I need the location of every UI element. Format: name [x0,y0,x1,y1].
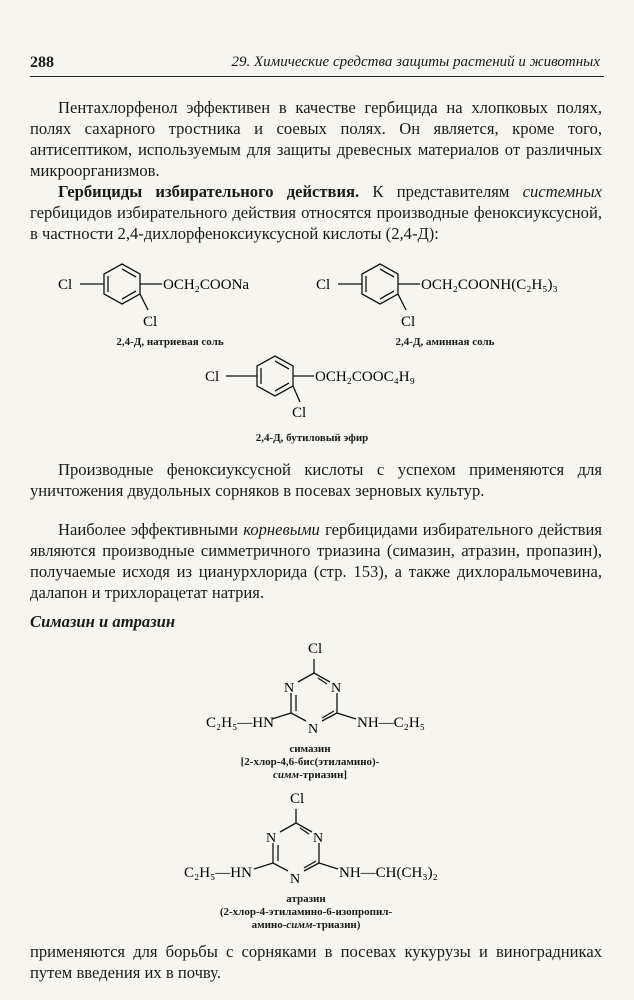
s2-cl-left: Cl [316,277,331,293]
paragraph-phenoxyacetic-derivatives: Производные феноксиуксусной кислоты с успехом применяются для уничтожения двудольных сорняков в посевах зерновых культур. [30,460,602,500]
structures-row-2 [0,352,634,447]
term-systemic: системных [522,182,603,201]
heading-simazine-atrazine: Симазин и атразин [30,612,176,631]
atrazine-n-left: N [266,831,277,846]
term-root: корневыми [243,520,320,539]
structure-simazine [0,633,634,785]
simazine-diagram [0,633,634,743]
s2-cl-bottom: Cl [401,314,416,330]
structure-atrazine [0,785,634,940]
s3-cl-left: Cl [205,369,220,385]
s1-group: OCH₂COONa [163,277,250,293]
atrazine-right-substituent: NH—CH(CH₃)₂ [339,865,438,881]
heading-selective-herbicides: Гербициды избирательного действия. [58,182,360,201]
paragraph-pentachlorophenol: Пентахлорфенол эффективен в качестве гербицида на хлопковых полях, полях сахарного тростника и соевых полях. Он является, кроме того, антисептиком, используемым для защиты древесных материалов от различных микроорганизмов. [30,98,602,180]
caption-amine-salt: 2,4-Д, аминная соль [395,336,495,348]
simazine-right-substituent: NH—C₂H₅ [357,715,425,731]
simazine-n-bottom: N [308,722,319,737]
caption-simazine: симазин [2-хлор-4,6-бис(этиламино)- симм-триазин] [240,743,380,781]
s3-group: OCH₂COOC₄H₉ [315,369,415,385]
atrazine-left-substituent: C₂H₅—HN [184,865,252,881]
atrazine-diagram [0,785,634,893]
s1-cl-bottom: Cl [143,314,158,330]
simazine-n-left: N [284,681,295,696]
benzene-ring-1 [80,264,162,310]
page-header [30,52,604,77]
caption-atrazine: атразин (2-хлор-4-этиламино-6-изопропил- амино-симм-триазин) [219,893,393,931]
simazine-n-right: N [331,681,342,696]
atrazine-n-right: N [313,831,324,846]
simazine-left-substituent: C₂H₅—HN [206,715,274,731]
structure-butyl-ester [0,352,634,432]
paragraph-application: применяются для борьбы с сорняками в посевах кукурузы и виноградниках путем введения их в почву. [30,942,602,982]
caption-butyl-ester: 2,4-Д, бутиловый эфир [255,432,369,444]
page-number: 288 [30,54,54,71]
benzene-ring-3 [226,356,314,402]
running-head: 29. Химические средства защиты растений и животных [231,54,600,70]
structures-row-1 [0,262,634,352]
atrazine-n-bottom: N [290,872,301,887]
caption-sodium-salt: 2,4-Д, натриевая соль [116,336,224,348]
s1-cl-left: Cl [58,277,73,293]
paragraph-selective-herbicides: Гербициды избирательного действия. К представителям системных гербицидов избирательного действия относятся производные феноксиуксусной, в частности 2,4-дихлорфеноксиуксусной кислоты (2,4-Д): [30,182,603,243]
paragraph-root-herbicides: Наиболее эффективными корневыми гербицидами избирательного действия являются производные симметричного триазина (симазин, атразин, пропазин), получаемые исходя из цианурхлорида (стр. 153), а также дихлоральмочевина, далапон и трихлорацетат натрия. [30,520,602,602]
simazine-cl: Cl [308,641,323,657]
benzene-ring-2 [338,264,420,310]
s2-group: OCH₂COONH(C₂H₅)₃ [421,277,558,293]
atrazine-cl: Cl [290,791,305,807]
s3-cl-bottom: Cl [292,405,307,421]
